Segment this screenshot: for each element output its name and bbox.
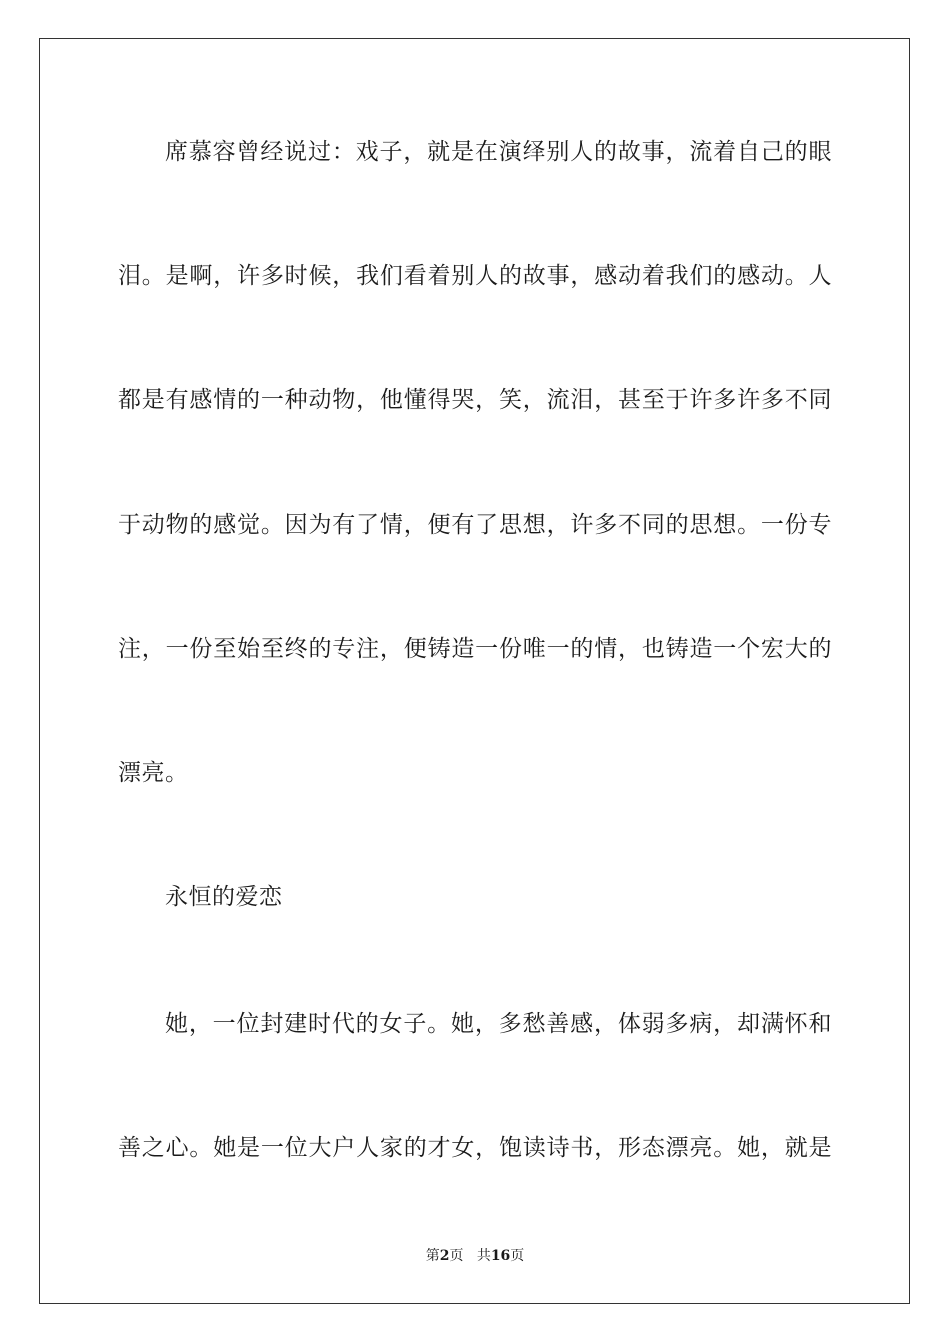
footer-total-prefix: 共 bbox=[476, 1248, 491, 1264]
footer-page-suffix: 页 bbox=[449, 1248, 464, 1264]
paragraph-line-4: 于动物的感觉。因为有了情，便有了思想，许多不同的思想。一份专 bbox=[118, 512, 832, 538]
footer-total-suffix: 页 bbox=[510, 1248, 525, 1264]
paragraph-line-3: 都是有感情的一种动物，他懂得哭，笑，流泪，甚至于许多许多不同 bbox=[118, 387, 832, 413]
paragraph-line-8: 她，一位封建时代的女子。她，多愁善感，体弱多病，却满怀和 bbox=[165, 1011, 832, 1037]
paragraph-line-6: 漂亮。 bbox=[118, 760, 189, 786]
section-heading: 永恒的爱恋 bbox=[165, 884, 283, 910]
paragraph-line-1: 席慕容曾经说过：戏子，就是在演绎别人的故事，流着自己的眼 bbox=[165, 139, 832, 165]
footer-total-pages: 16 bbox=[490, 1248, 511, 1264]
paragraph-line-2: 泪。是啊，许多时候，我们看着别人的故事，感动着我们的感动。人 bbox=[118, 263, 832, 289]
paragraph-line-5: 注，一份至始至终的专注，便铸造一份唯一的情，也铸造一个宏大的 bbox=[118, 636, 832, 662]
footer-page-number: 2 bbox=[439, 1248, 450, 1264]
footer-page-prefix: 第 bbox=[425, 1248, 440, 1264]
page-border bbox=[39, 38, 910, 1304]
page-footer bbox=[0, 1247, 950, 1265]
paragraph-line-9: 善之心。她是一位大户人家的才女，饱读诗书，形态漂亮。她，就是 bbox=[118, 1135, 832, 1161]
